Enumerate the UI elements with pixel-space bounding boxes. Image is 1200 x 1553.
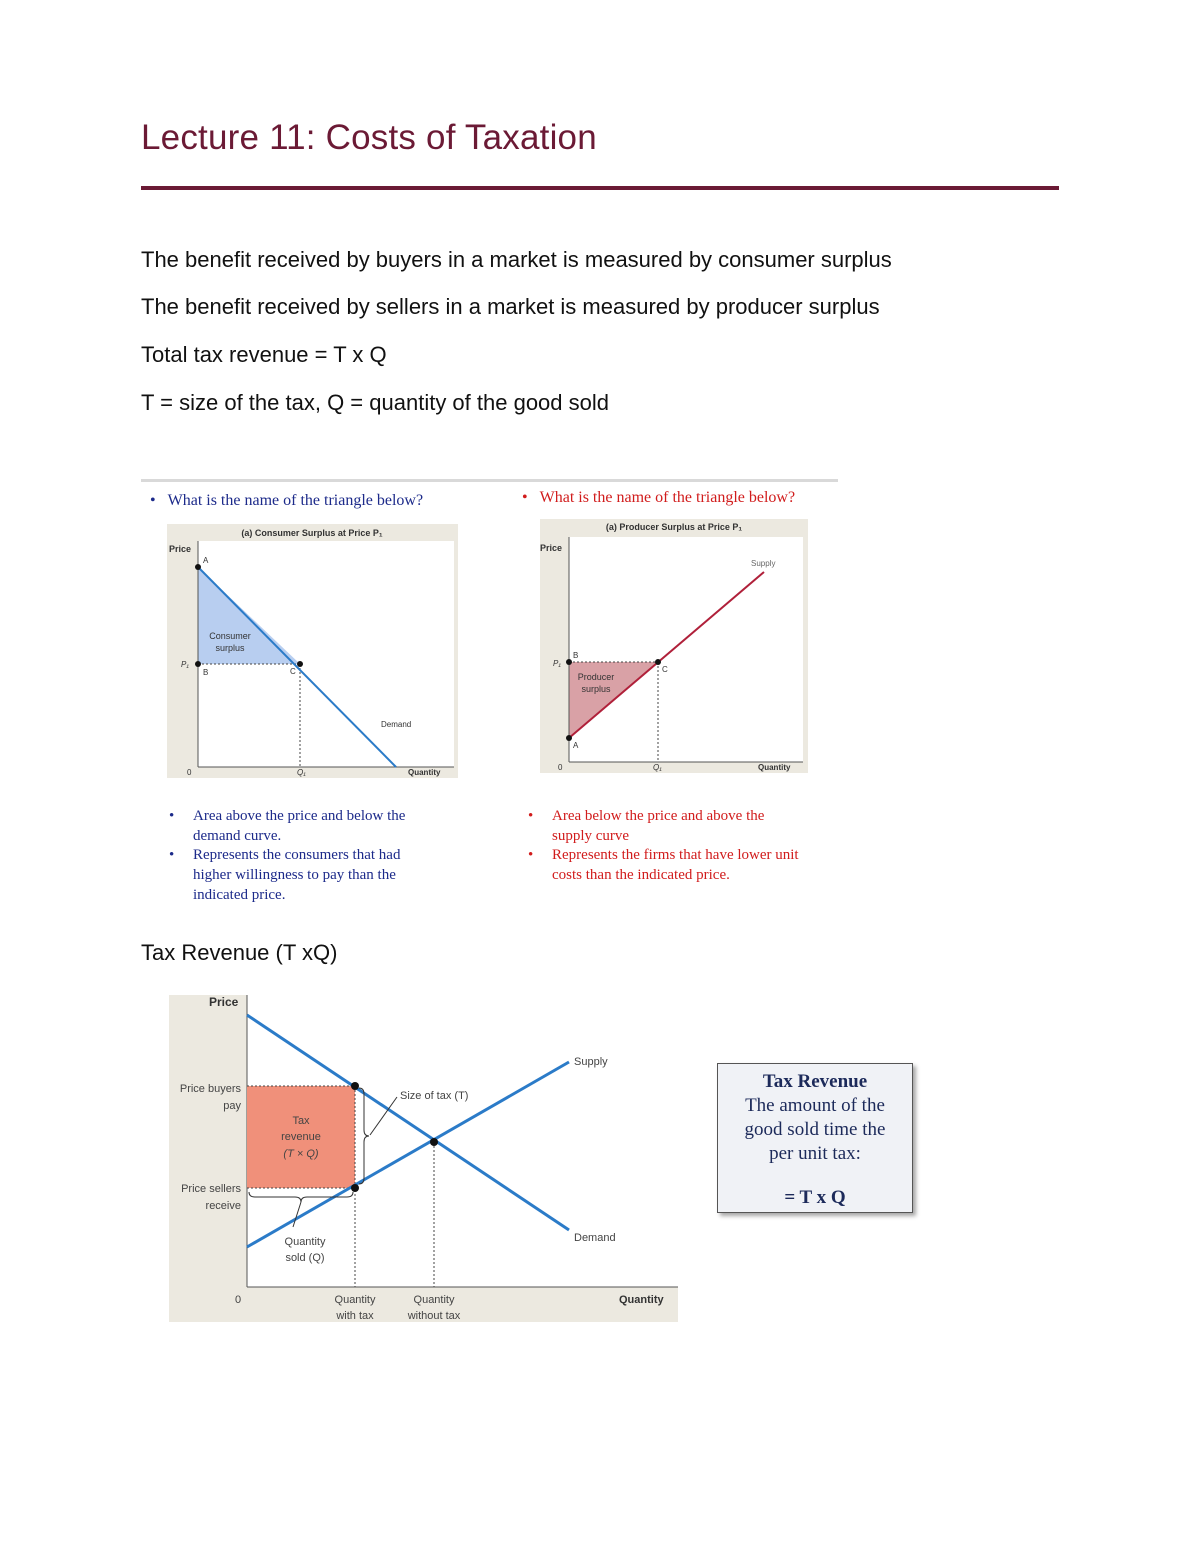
bullet-icon: • (528, 847, 534, 863)
point-b-label: B (573, 651, 579, 660)
slide-top-rule (141, 479, 838, 482)
bullet-line: indicated price. (193, 887, 286, 903)
point-b-label: B (203, 668, 209, 677)
bullet-line: costs than the indicated price. (552, 867, 730, 883)
chart-title: (a) Producer Surplus at Price P₁ (605, 522, 743, 532)
quantity-with-tax-label-2: with tax (336, 1310, 374, 1322)
bullet-icon: • (169, 847, 175, 863)
point-a (195, 564, 201, 570)
tax-revenue-label-3: (T × Q) (283, 1148, 319, 1160)
area-label-1: Producer (577, 672, 615, 682)
bullet-line: Represents the firms that have lower unit (552, 847, 799, 863)
producer-bullet-1 (528, 806, 765, 846)
origin-label: 0 (235, 1294, 242, 1306)
bullet-line: Area above the price and below the (193, 808, 406, 824)
buyers-point (351, 1082, 359, 1090)
price-label: P₁ (181, 660, 189, 669)
bullet-line: demand curve. (193, 828, 282, 844)
demand-label: Demand (574, 1232, 616, 1244)
quantity-sold-label-2: sold (Q) (285, 1252, 325, 1264)
callout-heading: Tax Revenue (762, 1071, 868, 1092)
text-line-3: Total tax revenue = T x Q (141, 342, 387, 367)
y-axis-label: Price (209, 995, 239, 1009)
consumer-question-text: What is the name of the triangle below? (167, 492, 424, 509)
area-label-1: Consumer (209, 631, 251, 641)
demand-label: Demand (381, 720, 412, 729)
quantity-tick-label: Q₁ (297, 768, 306, 777)
quantity-tick-label: Q₁ (653, 763, 662, 772)
point-c (297, 661, 303, 667)
buyers-price-label-2: pay (223, 1100, 241, 1112)
page-title: Lecture 11: Costs of Taxation (141, 118, 597, 157)
text-line-1: The benefit received by buyers in a market is measured by consumer surplus (141, 247, 892, 272)
callout-formula: = T x Q (784, 1187, 846, 1208)
quantity-without-tax-label-2: without tax (407, 1310, 461, 1322)
consumer-bullet-2 (169, 845, 401, 905)
bullet-line: Represents the consumers that had (193, 847, 401, 863)
point-a-label: A (573, 741, 579, 750)
x-axis-label: Quantity (408, 768, 441, 777)
consumer-bullet-1 (169, 806, 406, 846)
consumer-question (150, 492, 423, 510)
bullet-line: Area below the price and above the (552, 808, 765, 824)
point-c (655, 659, 661, 665)
producer-bullet-2 (528, 845, 799, 885)
tax-revenue-chart (169, 995, 678, 1322)
buyers-price-label-1: Price buyers (179, 1083, 241, 1095)
supply-label: Supply (574, 1056, 608, 1068)
tax-revenue-callout (717, 1063, 913, 1213)
origin-label: 0 (558, 763, 563, 772)
area-label-2: surplus (215, 643, 245, 653)
bullet-icon: • (522, 489, 540, 506)
x-axis-label: Quantity (619, 1294, 664, 1306)
callout-line-3: per unit tax: (769, 1143, 861, 1164)
producer-surplus-chart (540, 519, 808, 773)
consumer-surplus-chart (167, 524, 458, 778)
size-of-tax-label: Size of tax (T) (400, 1090, 469, 1102)
bullet-line: supply curve (552, 828, 630, 844)
y-axis-label: Price (169, 544, 192, 554)
sellers-price-label-1: Price sellers (181, 1183, 241, 1195)
point-b (566, 659, 572, 665)
area-label-2: surplus (581, 684, 611, 694)
point-c-label: C (290, 667, 296, 676)
callout-line-1: The amount of the (745, 1095, 885, 1116)
text-line-4: T = size of the tax, Q = quantity of the good sold (141, 390, 609, 415)
plot-area (569, 537, 803, 762)
title-divider (141, 186, 1059, 190)
producer-question-text: What is the name of the triangle below? (539, 489, 796, 506)
tax-revenue-label-2: revenue (281, 1131, 321, 1143)
price-label: P₁ (553, 659, 561, 668)
point-a-label: A (203, 556, 209, 565)
producer-question (522, 489, 795, 507)
equilibrium-point (430, 1138, 438, 1146)
supply-label: Supply (751, 559, 776, 568)
bullet-icon: • (169, 808, 175, 824)
point-a (566, 735, 572, 741)
text-line-2: The benefit received by sellers in a market is measured by producer surplus (141, 294, 880, 319)
bullet-line: higher willingness to pay than the (193, 867, 396, 883)
quantity-without-tax-label-1: Quantity (413, 1294, 455, 1306)
tax-revenue-label-1: Tax (292, 1115, 310, 1127)
sellers-point (351, 1184, 359, 1192)
origin-label: 0 (187, 768, 192, 777)
quantity-with-tax-label-1: Quantity (334, 1294, 376, 1306)
point-c-label: C (662, 665, 668, 674)
chart-title: (a) Consumer Surplus at Price P₁ (241, 528, 383, 538)
y-axis-label: Price (540, 543, 563, 553)
point-b (195, 661, 201, 667)
callout-line-2: good sold time the (744, 1119, 886, 1140)
sellers-price-label-2: receive (205, 1200, 241, 1212)
x-axis-label: Quantity (758, 763, 791, 772)
tax-revenue-heading: Tax Revenue (T xQ) (141, 940, 338, 965)
bullet-icon: • (150, 492, 168, 509)
bullet-icon: • (528, 808, 534, 824)
quantity-sold-label-1: Quantity (284, 1236, 326, 1248)
